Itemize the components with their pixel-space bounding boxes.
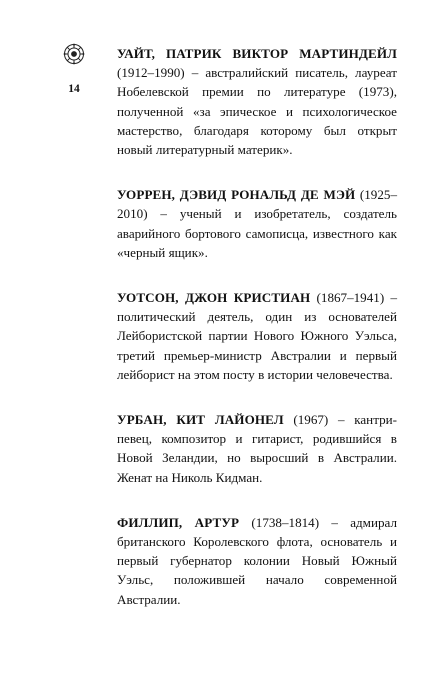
- entry-text: (1967) – кантри-певец, композитор и гитарист, родившийся в Новой Зеландии, но выросший в Австралии. Женат на Николь Кидман.: [117, 412, 397, 485]
- entry-watson: [117, 288, 397, 384]
- entry-name: УРБАН, КИТ ЛАЙОНЕЛ: [117, 412, 284, 428]
- entry-name: УОРРЕН, ДЭВИД РОНАЛЬД ДЕ МЭЙ: [117, 187, 356, 203]
- entry-name: УАЙТ, ПАТРИК ВИКТОР МАРТИНДЕЙЛ: [117, 46, 397, 61]
- entry-warren: [117, 185, 397, 262]
- entries-list: [117, 44, 397, 635]
- rosette-ornament-icon: [63, 43, 85, 65]
- page-number: 14: [68, 83, 80, 95]
- entry-text: (1738–1814) – адмирал британского Королевского флота, основатель и первый губернатор колонии Новый Южный Уэльс, положившей начало современной Австралии.: [117, 514, 397, 607]
- entry-name: ФИЛЛИП, АРТУР: [117, 514, 240, 530]
- entry-white: [117, 44, 397, 159]
- entry-text: (1925–2010) – ученый и изобретатель, создатель аварийного бортового самописца, известного как «черный ящик».: [117, 187, 397, 260]
- entry-phillip: [117, 513, 397, 609]
- entry-text: (1867–1941) – политический деятель, один из основателей Лейбористской партии Нового Южного Уэльса, третий премьер-министр Австралии и первый лейборист на этом посту в истории человечества.: [117, 290, 397, 382]
- entry-name: УОТСОН, ДЖОН КРИСТИАН: [117, 290, 311, 306]
- entry-urban: [117, 410, 397, 487]
- entry-text: (1912–1990) – австралийский писатель, лауреат Нобелевской премии по литературе (1973), полученной «за эпическое и психологическое мастерство, благодаря которому был открыт новый литературный материк».: [117, 65, 397, 158]
